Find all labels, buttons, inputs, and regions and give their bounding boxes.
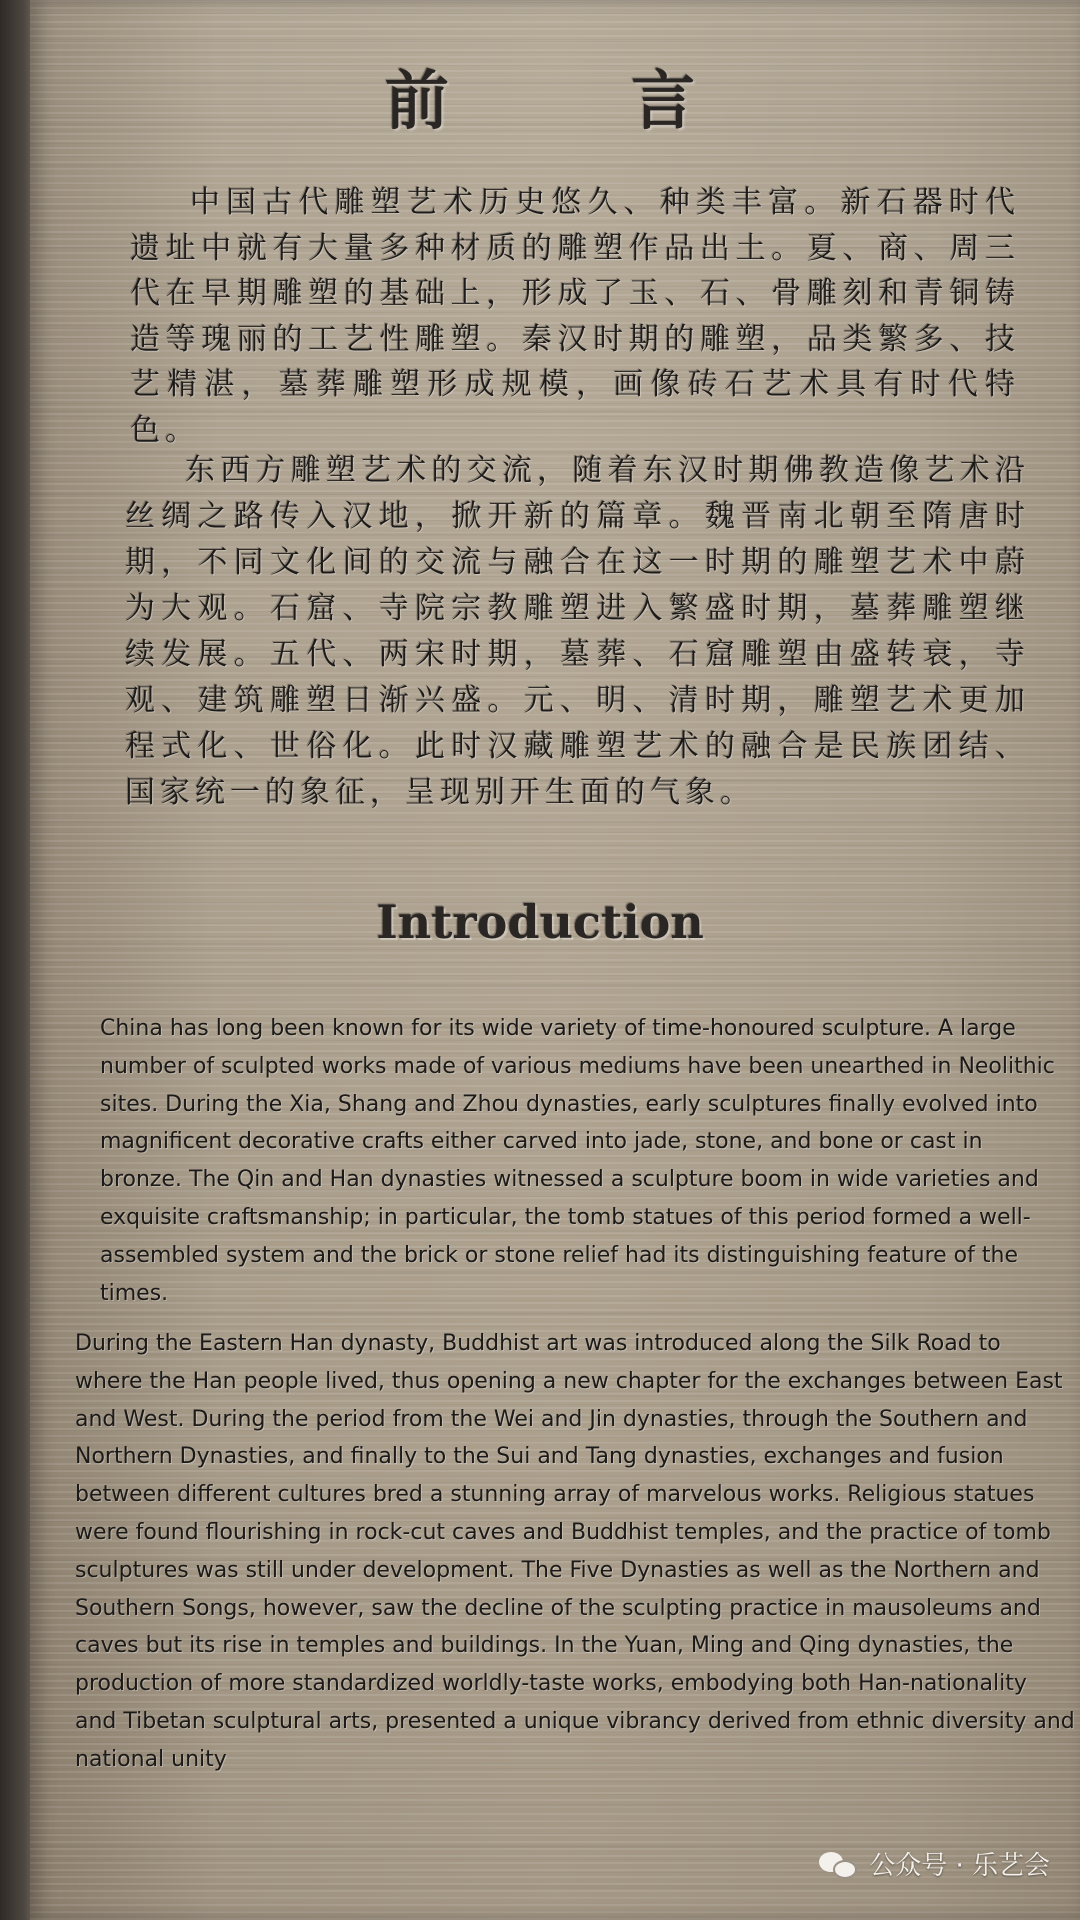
english-paragraph-2: During the Eastern Han dynasty, Buddhist art was introduced along the Silk Road to where the Han people lived, thus opening a new chapter for the exchanges between East and West. During the period from the Wei and Jin dynasties, through the Southern and Northern Dynasties, and finally to the Sui and Tang dynasties, exchanges and fusion between different cultures bred a stunning array of marvelous works. Religious statues were found flourishing in rock-cut caves and Buddhist temples, and the practice of tomb sculptures was still under development. The Five Dynasties as well as the Northern and Southern Songs, however, saw the decline of the sculpting practice in mausoleums and caves but its rise in temples and buildings. In the Yuan, Ming and Qing dynasties, the production of more standardized worldly-taste works, embodying both Han-nationality and Tibetan sculptural arts, presented a unique vibrancy derived from ethnic diversity and national unity — [75, 1331, 1075, 1772]
watermark-text: 公众号 · 乐艺会 — [869, 1851, 1050, 1881]
chinese-paragraph-2: 东西方雕塑艺术的交流，随着东汉时期佛教造像艺术沿丝绸之路传入汉地，掀开新的篇章。魏晋南北朝至隋唐时期，不同文化间的交流与融合在这一时期的雕塑艺术中蔚为大观。石窟、寺院宗教雕塑进入繁盛时期，墓葬雕塑继续发展。五代、两宋时期，墓葬、石窟雕塑由盛转衰，寺观、建筑雕塑日渐兴盛。元、明、清时期，雕塑艺术更加程式化、世俗化。此时汉藏雕塑艺术的融合是民族团结、国家统一的象征，呈现别开生面的气象。 — [125, 453, 1030, 810]
chinese-title: 前 言 — [384, 64, 776, 139]
chinese-paragraph-1: 中国古代雕塑艺术历史悠久、种类丰富。新石器时代遗址中就有大量多种材质的雕塑作品出土。夏、商、周三代在早期雕塑的基础上，形成了玉、石、骨雕刻和青铜铸造等瑰丽的工艺性雕塑。秦汉时期的雕塑，品类繁多、技艺精湛，墓葬雕塑形成规模，画像砖石艺术具有时代特色。 — [130, 185, 1020, 448]
english-title: Introduction — [376, 895, 704, 949]
watermark — [819, 1845, 1050, 1882]
wechat-icon — [819, 1848, 859, 1880]
english-paragraph-1: China has long been known for its wide variety of time-honoured sculpture. A large number of sculpted works made of various mediums have been unearthed in Neolithic sites. During the Xia, Shang and Zhou dynasties, early sculptures finally evolved into magnificent decorative crafts either carved into jade, stone, and bone or cast in bronze. The Qin and Han dynasties witnessed a sculpture boom in wide varieties and exquisite craftsmanship; in particular, the tomb statues of this period formed a well-assembled system and the brick or stone relief had its distinguishing feature of the times. — [100, 1016, 1055, 1306]
